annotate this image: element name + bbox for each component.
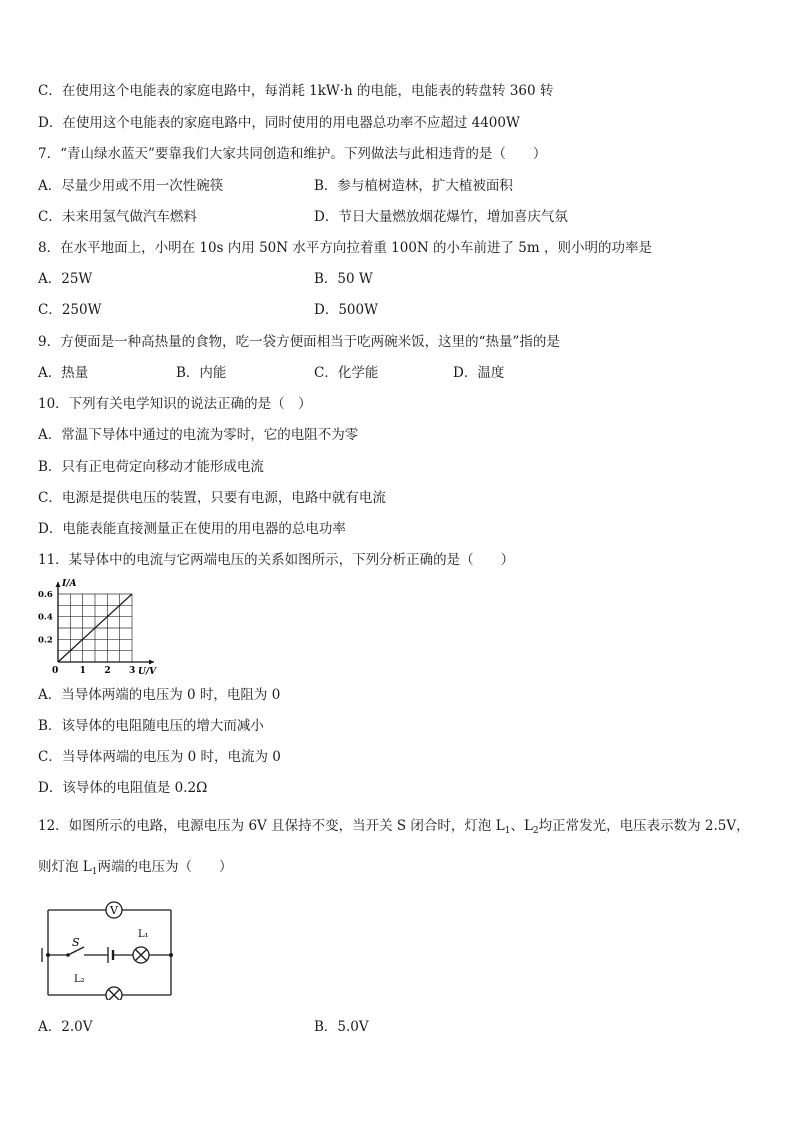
y-axis-label: I/A <box>62 579 77 589</box>
q11-option-a: A．当导体两端的电压为 0 时，电阻为 0 <box>38 687 281 703</box>
lamp-l1-symbol: L <box>495 818 505 834</box>
switch-label: S <box>72 936 80 949</box>
q8-stem: 8．在水平地面上，小明在 10s 内用 50N 水平方向拉着重 100N 的小车前进了 5m ，则小明的功率是 <box>38 240 652 256</box>
q10-option-d: D．电能表能直接测量正在使用的用电器的总电功率 <box>38 521 346 537</box>
voltmeter-label: V <box>110 904 118 917</box>
q12-option-b: B．5.0V <box>314 1019 369 1035</box>
q11-option-d: D．该导体的电阻值是 0.2Ω <box>38 780 208 796</box>
q11-stem: 11．某导体中的电流与它两端电压的关系如图所示，下列分析正确的是（ ） <box>38 552 515 568</box>
q7-option-c: C．未来用氢气做汽车燃料 <box>38 209 197 225</box>
q6-option-d: D．在使用这个电能表的家庭电路中，同时使用的用电器总功率不应超过 4400W <box>38 115 520 131</box>
x-tick-label: 2 <box>104 666 111 676</box>
q12-stem-line2: 则灯泡 $L_1$两端的电压为（ ） <box>38 859 233 877</box>
q12-stem-line1: 12．如图所示的电路，电源电压为 6V 且保持不变，当开关 S 闭合时，灯泡 $L_1$、$L_2$均正常发光，电压表示数为 2.5V， <box>38 818 750 836</box>
y-tick-label: 0.2 <box>38 635 53 646</box>
q10-option-c: C．电源是提供电压的装置，只要有电源，电路中就有电流 <box>38 490 386 506</box>
q10-option-a: A．常温下导体中通过的电流为零时，它的电阻不为零 <box>38 427 359 443</box>
q8-option-b: B．50 W <box>314 271 373 287</box>
q8-option-d: D．500W <box>314 302 378 318</box>
q7-option-d: D．节日大量燃放烟花爆竹，增加喜庆气氛 <box>314 209 568 225</box>
q12-option-a: A．2.0V <box>38 1019 93 1035</box>
y-tick-label: 0.4 <box>38 612 53 623</box>
y-axis-arrow <box>56 582 61 587</box>
y-tick-label: 0.6 <box>38 590 53 600</box>
q9-option-d: D．温度 <box>453 365 505 381</box>
q9-option-b: B．内能 <box>176 365 227 381</box>
q11-option-c: C．当导体两端的电压为 0 时，电流为 0 <box>38 749 281 765</box>
q9-option-c: C．化学能 <box>314 365 379 381</box>
q10-option-b: B．只有正电荷定向移动才能形成电流 <box>38 459 264 475</box>
circuit-diagram <box>38 900 180 1000</box>
q7-option-a: A．尽量少用或不用一次性碗筷 <box>38 178 224 194</box>
q7-stem: 7．“青山绿水蓝天”要靠我们大家共同创造和维护。下列做法与此相违背的是（ ） <box>38 146 547 162</box>
lamp1-label: L₁ <box>138 929 149 940</box>
x-tick-label: 3 <box>129 666 136 676</box>
x-axis-label: U/V <box>138 667 157 677</box>
q11-option-b: B．该导体的电阻随电压的增大而减小 <box>38 718 264 734</box>
q6-option-c: C．在使用这个电能表的家庭电路中，每消耗 1kW·h 的电能，电能表的转盘转 360 转 <box>38 83 554 99</box>
q10-stem: 10．下列有关电学知识的说法正确的是（ ） <box>38 396 312 412</box>
x-tick-label: 0 <box>52 666 59 676</box>
x-axis-arrow <box>149 660 154 665</box>
q9-option-a: A．热量 <box>38 365 89 381</box>
iu-graph <box>36 576 166 678</box>
q9-stem: 9．方便面是一种高热量的食物，吃一袋方便面相当于吃两碗米饭，这里的“热量”指的是 <box>38 334 560 350</box>
q8-option-a: A．25W <box>38 271 93 287</box>
lamp-l2-symbol: L <box>523 818 533 834</box>
q8-option-c: C．250W <box>38 302 102 318</box>
chart-tick-labels <box>38 590 135 676</box>
lamp2-label: L₂ <box>74 974 85 985</box>
q7-option-b: B．参与植树造林，扩大植被面积 <box>314 178 513 194</box>
x-tick-label: 1 <box>79 666 86 676</box>
